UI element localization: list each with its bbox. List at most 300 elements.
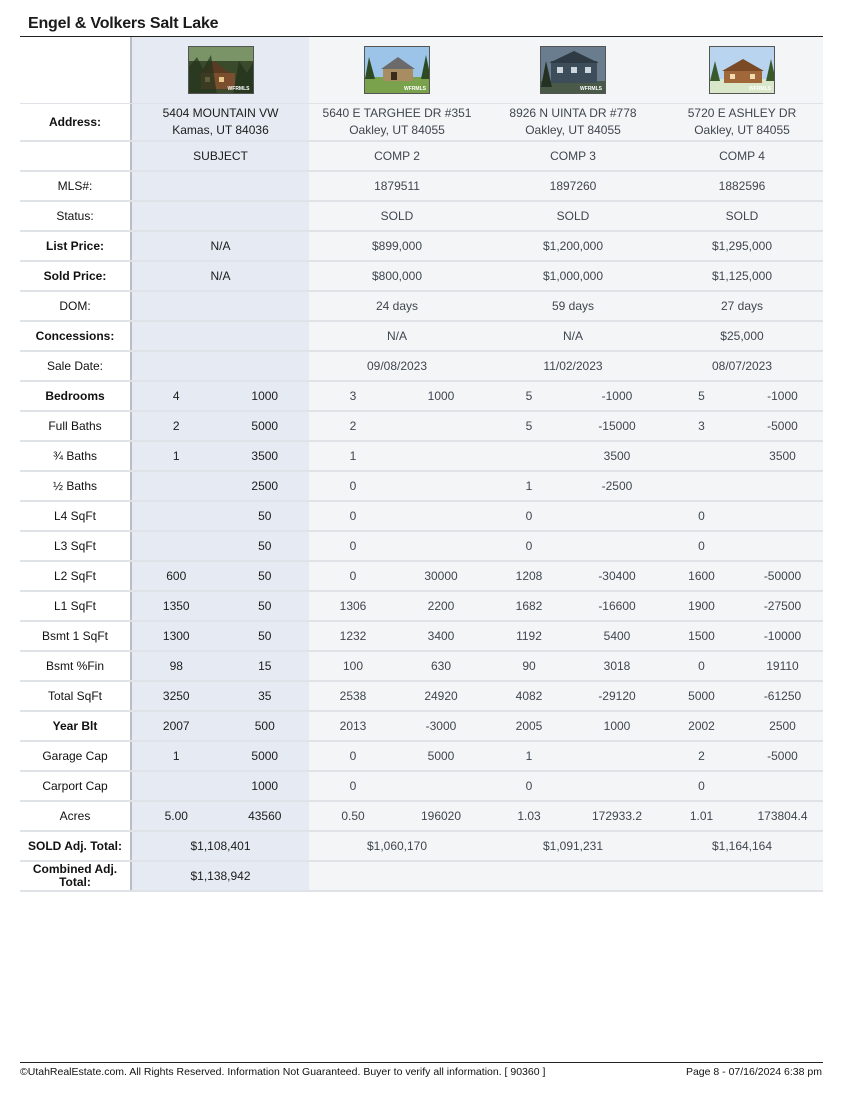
- row-label: Total SqFt: [20, 682, 132, 710]
- comp2-value: 1: [349, 449, 357, 463]
- comp3-cell: [485, 502, 661, 530]
- page-title: Engel & Volkers Salt Lake: [28, 15, 219, 32]
- combined-adj-total-row: [20, 862, 823, 892]
- comp4-cell: [661, 562, 823, 590]
- comp3-value: 1192: [516, 629, 542, 643]
- comp3-cell: [485, 562, 661, 590]
- subject-adjustment: 5000: [251, 749, 279, 763]
- comp3-value: 5: [525, 389, 533, 403]
- row-label: Bsmt %Fin: [20, 652, 132, 680]
- comp3-cell: [485, 412, 661, 440]
- comp2-city: Oakley, UT 84055: [349, 123, 445, 137]
- comp3-value: 0: [525, 779, 533, 793]
- comp4-value: 0: [698, 509, 705, 523]
- subject-adjustment: 1000: [251, 389, 279, 403]
- subject-sold-adj-total: $1,108,401: [132, 832, 309, 860]
- comp4-city: Oakley, UT 84055: [694, 123, 790, 137]
- subject-value: 1: [172, 749, 180, 763]
- comp3-value: 4082: [515, 689, 543, 703]
- subject-city: Kamas, UT 84036: [172, 123, 269, 137]
- row-label: Status:: [20, 202, 132, 230]
- comp4-value: SOLD: [661, 202, 823, 230]
- comp2-value: 1232: [339, 629, 367, 643]
- comp2-value: N/A: [309, 322, 485, 350]
- comp2-value: SOLD: [309, 202, 485, 230]
- adjustment-row: [20, 532, 823, 562]
- subject-value: 1: [172, 449, 180, 463]
- row-label: MLS#:: [20, 172, 132, 200]
- comp4-sold-adj-total: $1,164,164: [661, 832, 823, 860]
- address-row: [20, 104, 823, 142]
- comp3-value: 11/02/2023: [485, 352, 661, 380]
- comp3-value: 1682: [515, 599, 543, 613]
- comp3-value: 1: [525, 479, 533, 493]
- comp3-cell: [485, 532, 661, 560]
- comp3-cell: [485, 712, 661, 740]
- row-label: L2 SqFt: [20, 562, 132, 590]
- comp2-value: 2013: [339, 719, 367, 733]
- subject-value: [132, 479, 221, 493]
- comp3-address: [485, 104, 661, 140]
- subject-value: [132, 292, 309, 320]
- comp4-adjustment: [742, 509, 823, 523]
- subject-value: 1300: [162, 629, 190, 643]
- adjustment-row: [20, 382, 823, 412]
- subject-value: 2007: [162, 719, 190, 733]
- comp2-cell: [309, 442, 485, 470]
- row-label: ¾ Baths: [20, 442, 132, 470]
- comp2-value: 3: [349, 389, 357, 403]
- comp2-value: 0: [349, 779, 357, 793]
- comp3-adjustment: 172933.2: [591, 809, 643, 823]
- subject-cell: [132, 412, 309, 440]
- subject-cell: [132, 712, 309, 740]
- comp3-value: [485, 449, 573, 463]
- subject-value: N/A: [132, 262, 309, 290]
- row-label: Sale Date:: [20, 352, 132, 380]
- adjustment-row: [20, 712, 823, 742]
- row-label: Carport Cap: [20, 772, 132, 800]
- comp4-cell: [661, 442, 823, 470]
- adjustment-row: [20, 442, 823, 472]
- row-label: L1 SqFt: [20, 592, 132, 620]
- comp3-adjustment: [573, 749, 661, 763]
- subject-value: [132, 202, 309, 230]
- comp3-value: 1: [525, 749, 533, 763]
- row-label: Sold Price:: [20, 262, 132, 290]
- comp4-cell: [661, 772, 823, 800]
- comp3-adjustment: 5400: [603, 629, 631, 643]
- comp3-photo-cell: [485, 37, 661, 103]
- comp2-adjustment: 1000: [427, 389, 455, 403]
- comp3-city: Oakley, UT 84055: [525, 123, 621, 137]
- comp4-photo-cell: [661, 37, 823, 103]
- comp2-adjustment: [397, 449, 485, 463]
- adjustment-details: [20, 382, 823, 832]
- comp4-cell: [661, 412, 823, 440]
- comp2-address: [309, 104, 485, 140]
- detail-row: [20, 292, 823, 322]
- comp2-value: 100: [342, 659, 364, 673]
- adjustment-row: [20, 682, 823, 712]
- subject-cell: [132, 472, 309, 500]
- detail-row: [20, 352, 823, 382]
- subject-cell: [132, 742, 309, 770]
- comp4-cell: [661, 592, 823, 620]
- comp3-cell: [485, 772, 661, 800]
- comp4-photo[interactable]: [709, 46, 775, 94]
- comp2-value: 09/08/2023: [309, 352, 485, 380]
- comp3-value: 1897260: [485, 172, 661, 200]
- adjustment-row: [20, 742, 823, 772]
- comp2-value: 0: [349, 569, 357, 583]
- comp4-value: 0: [698, 779, 705, 793]
- comp2-cell: [309, 652, 485, 680]
- comp3-cell: [485, 472, 661, 500]
- comp4-adjustment: 173804.4: [757, 809, 808, 823]
- subject-value: 1350: [162, 599, 190, 613]
- comp3-value: 59 days: [485, 292, 661, 320]
- row-label: Full Baths: [20, 412, 132, 440]
- comp3-adjustment: -2500: [601, 479, 633, 493]
- comp3-cell: [485, 442, 661, 470]
- comp2-value: 0: [349, 539, 357, 553]
- comp2-value: 0: [349, 749, 357, 763]
- comp3-adjustment: 3500: [603, 449, 631, 463]
- comp4-address: [661, 104, 823, 140]
- comp4-cell: [661, 622, 823, 650]
- comp2-kind: COMP 2: [309, 142, 485, 170]
- adjustment-row: [20, 772, 823, 802]
- subject-adjustment: 500: [254, 719, 275, 733]
- comp4-value: 1600: [688, 569, 715, 583]
- comp3-value: 90: [522, 659, 536, 673]
- comp4-value: 5: [698, 389, 705, 403]
- listing-details: [20, 172, 823, 382]
- subject-cell: [132, 592, 309, 620]
- comp2-value: $899,000: [309, 232, 485, 260]
- comp3-adjustment: [573, 539, 661, 553]
- subject-adjustment: 50: [258, 509, 272, 523]
- comp2-adjustment: [397, 779, 485, 793]
- comp2-empty: [309, 862, 485, 890]
- comparison-table: [20, 37, 823, 892]
- subject-value: 4: [172, 389, 180, 403]
- comp4-value: 1882596: [661, 172, 823, 200]
- comp3-photo[interactable]: [540, 46, 606, 94]
- comp3-adjustment: [573, 779, 661, 793]
- comp4-street: 5720 E ASHLEY DR: [687, 106, 797, 120]
- comp2-cell: [309, 592, 485, 620]
- comp2-cell: [309, 622, 485, 650]
- subject-value: [132, 322, 309, 350]
- comp2-adjustment: [397, 419, 485, 433]
- adjustment-row: [20, 472, 823, 502]
- subject-adjustment: 35: [258, 689, 272, 703]
- comp2-adjustment: 3400: [427, 629, 455, 643]
- watermark: WFRMLS: [580, 86, 602, 92]
- comp4-value: $1,125,000: [661, 262, 823, 290]
- comp2-adjustment: 30000: [424, 569, 458, 583]
- subject-value: [132, 539, 221, 553]
- comp4-empty: [661, 862, 823, 890]
- photo-row-label: [20, 37, 132, 103]
- comp4-value: 1500: [688, 629, 715, 643]
- adjustment-row: [20, 652, 823, 682]
- comp4-value: 0: [698, 659, 705, 673]
- row-label: L4 SqFt: [20, 502, 132, 530]
- comp3-cell: [485, 802, 661, 830]
- comp3-cell: [485, 382, 661, 410]
- adjustment-row: [20, 592, 823, 622]
- comp2-value: 0.50: [341, 809, 365, 823]
- comp2-cell: [309, 802, 485, 830]
- comp3-sold-adj-total: $1,091,231: [485, 832, 661, 860]
- property-kind-row: [20, 142, 823, 172]
- combined-label-line2: Total:: [59, 875, 91, 889]
- comp3-adjustment: -15000: [598, 419, 636, 433]
- comp2-value: $800,000: [309, 262, 485, 290]
- watermark: WFRMLS: [227, 86, 250, 92]
- footer-divider: [20, 1062, 823, 1063]
- comp4-value: $1,295,000: [661, 232, 823, 260]
- comp2-cell: [309, 742, 485, 770]
- detail-row: [20, 172, 823, 202]
- comp3-value: 5: [525, 419, 533, 433]
- subject-value: 2: [172, 419, 180, 433]
- subject-value: 3250: [162, 689, 190, 703]
- comp4-adjustment: 19110: [766, 659, 799, 673]
- comp4-cell: [661, 742, 823, 770]
- comp2-cell: [309, 562, 485, 590]
- subject-photo-cell: [132, 37, 309, 103]
- footer-copyright: ©UtahRealEstate.com. All Rights Reserved. Information Not Guaranteed. Buyer to verify all information. [ 90360 ]: [20, 1066, 546, 1078]
- subject-cell: [132, 532, 309, 560]
- comp4-adjustment: [742, 779, 823, 793]
- comp2-adjustment: [397, 509, 485, 523]
- subject-photo[interactable]: [188, 46, 254, 94]
- comp4-cell: [661, 532, 823, 560]
- subject-address: [132, 104, 309, 140]
- comp4-adjustment: -50000: [763, 569, 802, 583]
- row-label: DOM:: [20, 292, 132, 320]
- comp4-value: 1.01: [689, 809, 714, 823]
- comp2-adjustment: -3000: [425, 719, 457, 733]
- comp2-value: 24 days: [309, 292, 485, 320]
- comp4-adjustment: -5000: [767, 419, 798, 433]
- property-kind-label: [20, 142, 132, 170]
- comp2-value: 2538: [339, 689, 367, 703]
- subject-value: N/A: [132, 232, 309, 260]
- comp3-adjustment: 1000: [603, 719, 631, 733]
- comp4-value: 2: [698, 749, 705, 763]
- comp4-value: 3: [698, 419, 705, 433]
- comp3-adjustment: [573, 509, 661, 523]
- comp2-value: 0: [349, 479, 357, 493]
- subject-value: [132, 352, 309, 380]
- subject-cell: [132, 682, 309, 710]
- comp2-cell: [309, 472, 485, 500]
- comp2-adjustment: 24920: [424, 689, 458, 703]
- comp3-adjustment: 3018: [603, 659, 631, 673]
- comp4-adjustment: 2500: [769, 719, 796, 733]
- subject-value: 5.00: [164, 809, 188, 823]
- comp3-adjustment: -30400: [598, 569, 636, 583]
- comp4-adjustment: [742, 539, 823, 553]
- comp4-adjustment: -10000: [763, 629, 802, 643]
- comp2-value: 0: [349, 509, 357, 523]
- subject-cell: [132, 652, 309, 680]
- comp4-kind: COMP 4: [661, 142, 823, 170]
- subject-cell: [132, 772, 309, 800]
- subject-adjustment: 5000: [251, 419, 279, 433]
- comp4-value: 2002: [688, 719, 715, 733]
- watermark: WFRMLS: [749, 86, 771, 92]
- comp4-adjustment: -5000: [767, 749, 798, 763]
- comp3-value: 0: [525, 539, 533, 553]
- comp4-cell: [661, 682, 823, 710]
- comp2-photo[interactable]: [364, 46, 430, 94]
- detail-row: [20, 322, 823, 352]
- subject-cell: [132, 442, 309, 470]
- comp4-cell: [661, 382, 823, 410]
- comp4-value: 5000: [688, 689, 715, 703]
- subject-street: 5404 MOUNTAIN VW: [162, 106, 279, 120]
- row-label: Concessions:: [20, 322, 132, 350]
- comp2-cell: [309, 502, 485, 530]
- comp3-value: 1.03: [517, 809, 541, 823]
- comp2-adjustment: [397, 539, 485, 553]
- comp2-cell: [309, 412, 485, 440]
- subject-cell: [132, 502, 309, 530]
- photo-row: [20, 37, 823, 104]
- comp3-kind: COMP 3: [485, 142, 661, 170]
- subject-kind: SUBJECT: [132, 142, 309, 170]
- comp2-cell: [309, 682, 485, 710]
- comp3-cell: [485, 682, 661, 710]
- subject-value: [132, 172, 309, 200]
- comp3-adjustment: -29120: [598, 689, 636, 703]
- comp3-value: $1,200,000: [485, 232, 661, 260]
- comp2-adjustment: 630: [430, 659, 452, 673]
- comp4-value: $25,000: [661, 322, 823, 350]
- comp3-empty: [485, 862, 661, 890]
- comp2-adjustment: 2200: [427, 599, 455, 613]
- sold-adj-total-row: [20, 832, 823, 862]
- subject-adjustment: 15: [258, 659, 272, 673]
- watermark: WFRMLS: [404, 86, 426, 92]
- combined-adj-total-label: [20, 862, 132, 890]
- subject-adjustment: 1000: [251, 779, 279, 793]
- subject-value: [132, 509, 221, 523]
- comp4-adjustment: -61250: [763, 689, 802, 703]
- comp3-street: 8926 N UINTA DR #778: [509, 106, 637, 120]
- comp4-cell: [661, 502, 823, 530]
- comp2-cell: [309, 772, 485, 800]
- subject-value: 600: [166, 569, 187, 583]
- comp4-adjustment: 3500: [769, 449, 796, 463]
- comp4-value: 08/07/2023: [661, 352, 823, 380]
- comp4-adjustment: -1000: [767, 389, 798, 403]
- subject-value: [132, 779, 221, 793]
- comp3-cell: [485, 652, 661, 680]
- comp2-value: 1879511: [309, 172, 485, 200]
- comp2-cell: [309, 712, 485, 740]
- adjustment-row: [20, 802, 823, 832]
- comp3-cell: [485, 622, 661, 650]
- subject-cell: [132, 382, 309, 410]
- combined-adj-total: $1,138,942: [132, 862, 309, 890]
- row-label: Bsmt 1 SqFt: [20, 622, 132, 650]
- address-label: Address:: [20, 104, 132, 140]
- detail-row: [20, 262, 823, 292]
- comp3-value: SOLD: [485, 202, 661, 230]
- comp4-value: 27 days: [661, 292, 823, 320]
- comp3-value: 2005: [515, 719, 543, 733]
- comp3-adjustment: -1000: [601, 389, 633, 403]
- comp3-adjustment: -16600: [598, 599, 636, 613]
- comp4-cell: [661, 652, 823, 680]
- comp2-photo-cell: [309, 37, 485, 103]
- comp3-value: 1208: [515, 569, 543, 583]
- subject-cell: [132, 802, 309, 830]
- adjustment-row: [20, 412, 823, 442]
- sold-adj-total-label: SOLD Adj. Total:: [20, 832, 132, 860]
- comp3-value: $1,000,000: [485, 262, 661, 290]
- subject-adjustment: 2500: [251, 479, 279, 493]
- adjustment-row: [20, 502, 823, 532]
- comp2-value: 1306: [339, 599, 367, 613]
- comp3-value: N/A: [485, 322, 661, 350]
- detail-row: [20, 232, 823, 262]
- subject-adjustment: 50: [258, 539, 272, 553]
- row-label: L3 SqFt: [20, 532, 132, 560]
- comp2-cell: [309, 532, 485, 560]
- subject-cell: [132, 622, 309, 650]
- comp3-value: 0: [525, 509, 533, 523]
- combined-label-line1: Combined Adj.: [32, 862, 118, 876]
- subject-adjustment: 50: [258, 629, 272, 643]
- comp3-cell: [485, 742, 661, 770]
- subject-adjustment: 3500: [251, 449, 279, 463]
- subject-value: 98: [169, 659, 183, 673]
- row-label: Acres: [20, 802, 132, 830]
- footer-page-info: Page 8 - 07/16/2024 6:38 pm: [685, 1066, 822, 1078]
- row-label: Garage Cap: [20, 742, 132, 770]
- row-label: ½ Baths: [20, 472, 132, 500]
- subject-cell: [132, 562, 309, 590]
- comp4-cell: [661, 712, 823, 740]
- subject-adjustment: 43560: [248, 809, 282, 823]
- adjustment-row: [20, 622, 823, 652]
- comp4-value: 0: [698, 539, 705, 553]
- comp4-cell: [661, 802, 823, 830]
- row-label: Year Blt: [20, 712, 132, 740]
- comp2-adjustment: [397, 479, 485, 493]
- comp2-street: 5640 E TARGHEE DR #351: [322, 106, 472, 120]
- comp4-value: 1900: [688, 599, 715, 613]
- comp2-sold-adj-total: $1,060,170: [309, 832, 485, 860]
- comp2-value: 2: [349, 419, 357, 433]
- detail-row: [20, 202, 823, 232]
- comp4-adjustment: -27500: [763, 599, 802, 613]
- comp3-cell: [485, 592, 661, 620]
- comp2-adjustment: 5000: [427, 749, 455, 763]
- comp4-value: [661, 449, 742, 463]
- comp2-cell: [309, 382, 485, 410]
- comp2-adjustment: 196020: [420, 809, 462, 823]
- comp4-cell: [661, 472, 823, 500]
